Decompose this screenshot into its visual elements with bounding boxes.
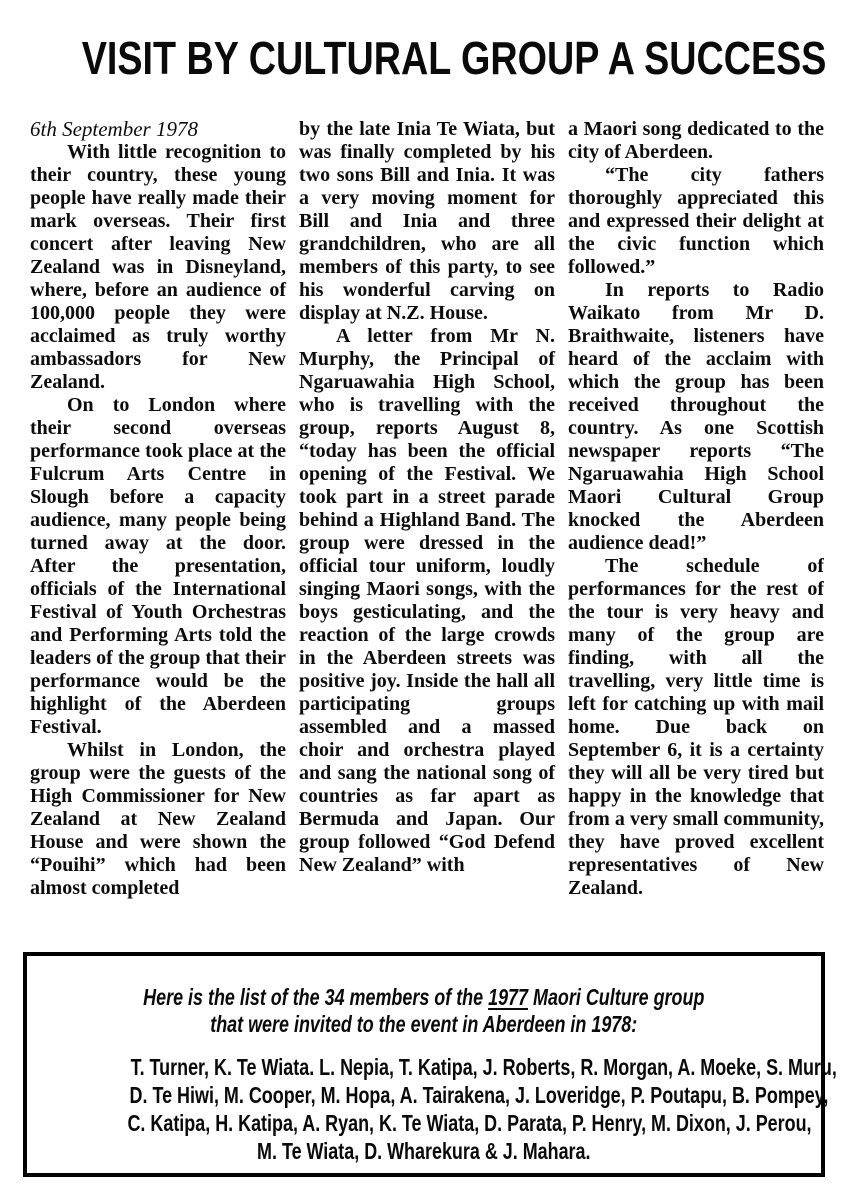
members-names-line bbox=[31, 1053, 837, 1081]
article-paragraph: The schedule of performances for the rest of the tour is very heavy and many of the group are finding, with all the travelling, very little time is left for catching up with mail home. Due back on September 6, it is a certainty they will all be very tired but happy in the knowledge that from a very small community, they have proved excellent representatives of New Zealand. bbox=[568, 555, 824, 899]
article-paragraph: In reports to Radio Waikato from Mr D. Braithwaite, listeners have heard of the acclaim with which the group has been received throughout the country. As one Scottish newspaper reports “The Ngaruawahia High School Maori Cultural Group knocked the Aberdeen audience dead!” bbox=[568, 279, 824, 554]
heading-prefix: Here is the list of the 34 members of the bbox=[143, 984, 489, 1010]
article-paragraph-continuation: a Maori song dedicated to the city of Aberdeen. bbox=[568, 118, 824, 163]
members-list-box bbox=[23, 952, 837, 1177]
article-column-2 bbox=[299, 118, 555, 931]
article-column-1 bbox=[30, 118, 286, 931]
article-paragraph: “The city fathers thoroughly appreciated this and expressed their delight at the civic function which followed.” bbox=[568, 164, 824, 278]
members-box-heading bbox=[31, 984, 817, 1038]
members-box-heading-line-1-text bbox=[143, 984, 704, 1011]
heading-suffix: Maori Culture group bbox=[528, 984, 705, 1010]
page-title-text: VISIT BY CULTURAL GROUP A SUCCESS bbox=[81, 32, 827, 84]
article-column-3 bbox=[568, 118, 824, 931]
members-names-line bbox=[31, 1109, 817, 1137]
members-box-heading-line-2 bbox=[31, 1011, 817, 1038]
members-box-heading-line-1 bbox=[31, 984, 817, 1011]
members-names-line-text: D. Te Hiwi, M. Cooper, M. Hopa, A. Tairakena, J. Loveridge, P. Poutapu, B. Pompey, bbox=[129, 1082, 829, 1108]
article-paragraph: With little recognition to their country, these young people have really made their mark overseas. Their first concert after leaving New Zealand was in Disneyland, where, before an audience of 100,000 people they were acclaimed as truly worthy ambassadors for New Zealand. bbox=[30, 141, 286, 393]
page-title bbox=[0, 32, 848, 85]
article-paragraph: A letter from Mr N. Murphy, the Principal of Ngaruawahia High School, who is travelling with the group, reports August 8, “today has been the official opening of the Festival. We took part in a street parade behind a Highland Band. The group were dressed in the official tour uniform, loudly singing Maori songs, with the boys gesticulating, and the reaction of the large crowds in the Aberdeen streets was positive joy. Inside the hall all participating groups assembled and a massed choir and orchestra played and sang the national song of countries as far apart as Bermuda and Japan. Our group followed “God Defend New Zealand” with bbox=[299, 325, 555, 876]
members-names-line-text: T. Turner, K. Te Wiata. L. Nepia, T. Katipa, J. Roberts, R. Morgan, A. Moeke, S. Muru, bbox=[130, 1054, 837, 1080]
members-names-line bbox=[31, 1137, 817, 1165]
dateline: 6th September 1978 bbox=[30, 118, 198, 141]
members-names-line bbox=[31, 1081, 829, 1109]
heading-year-underlined: 1977 bbox=[488, 984, 529, 1010]
article-columns bbox=[30, 118, 824, 931]
members-names-list bbox=[31, 1053, 837, 1165]
members-box-heading-line-2-text: that were invited to the event in Aberdeen in 1978: bbox=[210, 1011, 638, 1037]
members-names-line-text: C. Katipa, H. Katipa, A. Ryan, K. Te Wiata, D. Parata, P. Henry, M. Dixon, J. Perou, bbox=[127, 1110, 812, 1136]
article-paragraph: Whilst in London, the group were the guests of the High Commissioner for New Zealand at New Zealand House and were shown the “Pouihi” which had been almost completed bbox=[30, 739, 286, 899]
members-names-line-text: M. Te Wiata, D. Wharekura & J. Mahara. bbox=[257, 1138, 591, 1164]
article-paragraph-continuation: by the late Inia Te Wiata, but was finally completed by his two sons Bill and Inia. It was a very moving moment for Bill and Inia and three grandchildren, who are all members of this party, to see his wonderful carving on display at N.Z. House. bbox=[299, 118, 555, 324]
article-paragraph: On to London where their second overseas performance took place at the Fulcrum Arts Centre in Slough before a capacity audience, many people being turned away at the door. After the presentation, officials of the International Festival of Youth Orchestras and Performing Arts told the leaders of the group that their performance would be the highlight of the Aberdeen Festival. bbox=[30, 394, 286, 738]
